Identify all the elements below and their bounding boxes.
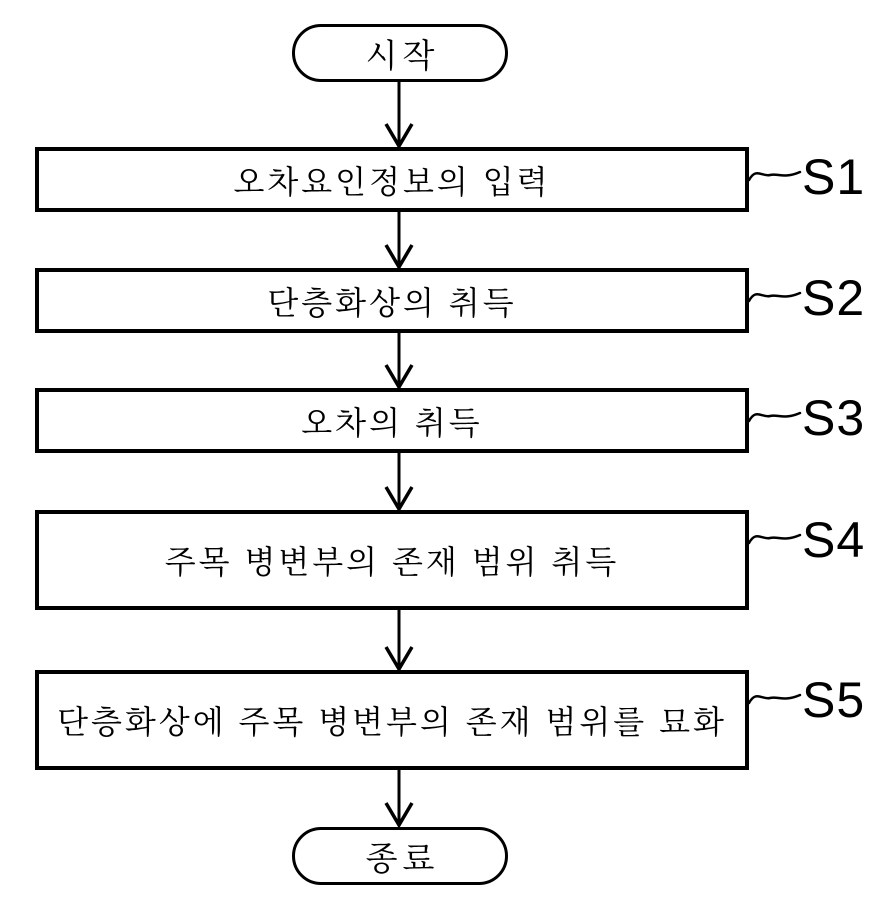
step-tag-s5: S5 xyxy=(802,672,866,728)
tilde-connector-s3 xyxy=(749,413,800,421)
arrow-down-6 xyxy=(386,770,412,825)
step-box-s1 xyxy=(35,147,749,212)
step-box-s2 xyxy=(35,268,749,333)
step-label-s4: 주목 병변부의 존재 범위 취득 xyxy=(164,544,620,580)
tilde-connector-s2 xyxy=(749,293,800,301)
arrow-down-3 xyxy=(386,333,412,387)
arrow-down-2 xyxy=(386,212,412,267)
step-box-s4 xyxy=(35,510,749,610)
tilde-connector-s5 xyxy=(749,695,800,703)
arrow-down-1 xyxy=(386,81,412,146)
step-box-s5 xyxy=(35,670,749,770)
tilde-connector-s1 xyxy=(749,172,800,180)
step-label-s2: 단층화상의 취득 xyxy=(267,284,517,321)
end-label: 종료 xyxy=(365,839,440,877)
step-tag-s3: S3 xyxy=(802,390,866,446)
step-label-s3: 오차의 취득 xyxy=(301,404,483,441)
end-terminator xyxy=(292,827,508,885)
start-terminator xyxy=(292,24,508,82)
step-tag-s2: S2 xyxy=(802,270,866,326)
arrow-down-4 xyxy=(386,453,412,509)
tilde-connector-s4 xyxy=(749,535,800,543)
arrow-down-5 xyxy=(386,610,412,669)
start-label: 시작 xyxy=(365,36,440,74)
step-box-s3 xyxy=(35,388,749,453)
step-label-s5: 단층화상에 주목 병변부의 존재 범위를 묘화 xyxy=(57,704,727,740)
step-label-s1: 오차요인정보의 입력 xyxy=(233,163,551,200)
step-tag-s4: S4 xyxy=(802,512,866,568)
step-tag-s1: S1 xyxy=(802,149,866,205)
